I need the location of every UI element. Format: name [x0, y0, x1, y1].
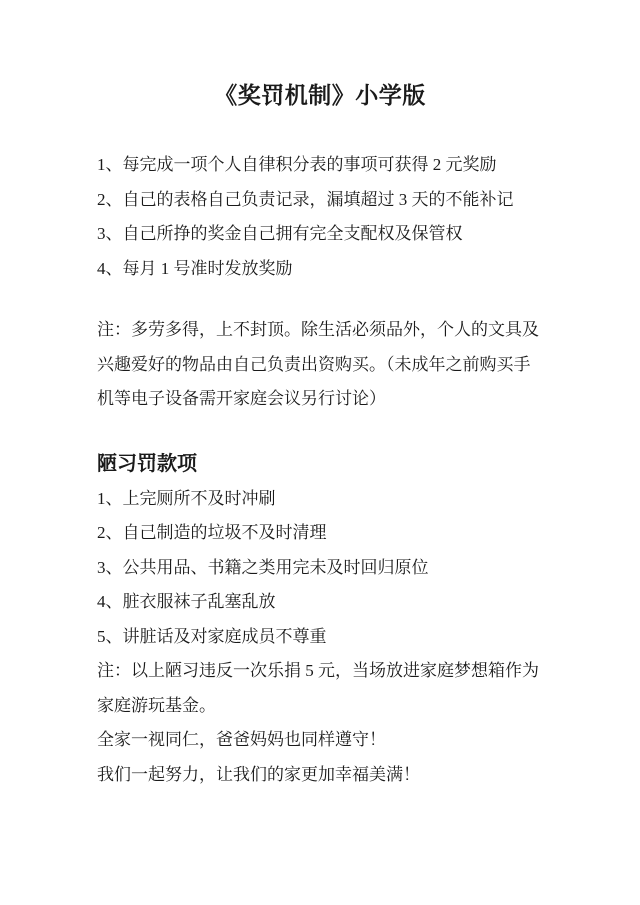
reward-item: 1、每完成一项个人自律积分表的事项可获得 2 元奖励	[97, 155, 497, 174]
closing-line: 我们一起努力，让我们的家更加幸福美满！	[97, 764, 420, 784]
closing-lines	[97, 723, 543, 792]
rewards-note	[97, 313, 543, 417]
penalties-heading: 陋习罚款项	[97, 452, 197, 475]
note-line: 家庭游玩基金。	[97, 695, 216, 715]
penalties-list	[97, 482, 543, 655]
penalties-note	[97, 654, 543, 723]
reward-item: 3、自己所挣的奖金自己拥有完全支配权及保管权	[97, 224, 463, 243]
note-line: 注：多劳多得，上不封顶。除生活必须品外，个人的文具及	[97, 320, 539, 339]
note-line: 注：以上陋习违反一次乐捐 5 元，当场放进家庭梦想箱作为	[97, 661, 539, 680]
rewards-list	[97, 148, 543, 286]
note-line: 兴趣爱好的物品由自己负责出资购买。（未成年之前购买手	[97, 354, 531, 374]
document-title: 《奖罚机制》小学版	[214, 83, 426, 108]
note-line: 机等电子设备需开家庭会议另行讨论）	[97, 389, 386, 408]
penalty-item: 5、讲脏话及对家庭成员不尊重	[97, 626, 327, 646]
closing-line: 全家一视同仁，爸爸妈妈也同样遵守！	[97, 730, 386, 749]
penalty-item: 1、上完厕所不及时冲刷	[97, 488, 276, 508]
penalty-item: 4、脏衣服袜子乱塞乱放	[97, 592, 276, 611]
penalty-item: 3、公共用品、书籍之类用完未及时回归原位	[97, 557, 429, 577]
reward-item: 4、每月 1 号准时发放奖励	[97, 258, 293, 278]
reward-item: 2、自己的表格自己负责记录，漏填超过 3 天的不能补记	[97, 189, 514, 209]
penalty-item: 2、自己制造的垃圾不及时清理	[97, 523, 327, 542]
document-content	[97, 0, 543, 792]
